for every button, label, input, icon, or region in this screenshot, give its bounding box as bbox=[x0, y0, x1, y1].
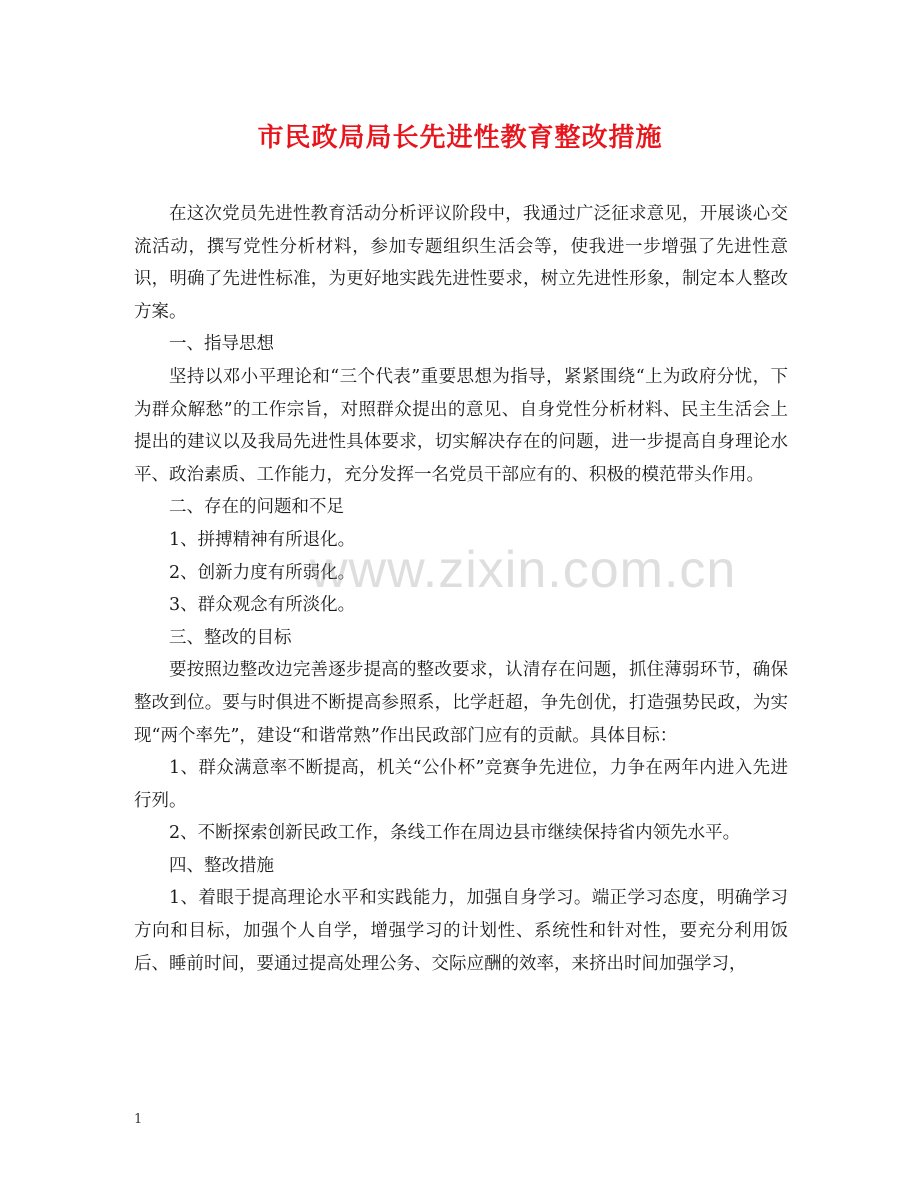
list-item-problem-3: 3、群众观念有所淡化。 bbox=[169, 595, 356, 616]
paragraph-intro: 在这次党员先进性教育活动分析评议阶段中，我通过广泛征求意见，开展谈心交流活动，撰写党性分析材料，参加专题组织生活会等，使我进一步增强了先进性意识，明确了先进性标准，为更好地实践先进性要求，树立先进性形象，制定本人整改方案。 bbox=[134, 204, 788, 322]
list-item-problem-2: 2、创新力度有所弱化。 bbox=[169, 562, 356, 583]
heading-measures: 四、整改措施 bbox=[169, 855, 274, 876]
paragraph-goals: 要按照边整改边完善逐步提高的整改要求，认清存在问题，抓住薄弱环节，确保整改到位。要与时俱进不断提高参照系，比学赶超，争先创优，打造强势民政，为实现“两个率先”，建设“和谐常熟”作出民政部门应有的贡献。具体目标： bbox=[134, 660, 788, 746]
list-item-goal-2: 2、不断探索创新民政工作，条线工作在周边县市继续保持省内领先水平。 bbox=[169, 823, 741, 844]
page-number: 1 bbox=[134, 1112, 143, 1127]
list-item-goal-1: 1、群众满意率不断提高，机关“公仆杯”竞赛争先进位，力争在两年内进入先进行列。 bbox=[134, 758, 788, 811]
paragraph-guiding-thought: 坚持以邓小平理论和“三个代表”重要思想为指导，紧紧围绕“上为政府分忧，下为群众解愁”的工作宗旨，对照群众提出的意见、自身党性分析材料、民主生活会上提出的建议以及我局先进性具体要求，切实解决存在的问题，进一步提高自身理论水平、政治素质、工作能力，充分发挥一名党员干部应有的、积极的模范带头作用。 bbox=[134, 366, 788, 485]
list-item-measure-1: 1、着眼于提高理论水平和实践能力，加强自身学习。端正学习态度，明确学习方向和目标，加强个人自学，增强学习的计划性、系统性和针对性，要充分利用饭后、睡前时间，要通过提高处理公务、交际应酬的效率，来挤出时间加强学习， bbox=[134, 888, 788, 974]
document-title: 市民政局局长先进性教育整改措施 bbox=[257, 123, 663, 153]
heading-problems: 二、存在的问题和不足 bbox=[169, 497, 344, 518]
watermark: www.zixin.com.cn bbox=[310, 541, 737, 599]
heading-guiding-thought: 一、指导思想 bbox=[169, 334, 274, 355]
heading-goals: 三、整改的目标 bbox=[169, 627, 292, 648]
list-item-problem-1: 1、拼搏精神有所退化。 bbox=[169, 529, 356, 550]
